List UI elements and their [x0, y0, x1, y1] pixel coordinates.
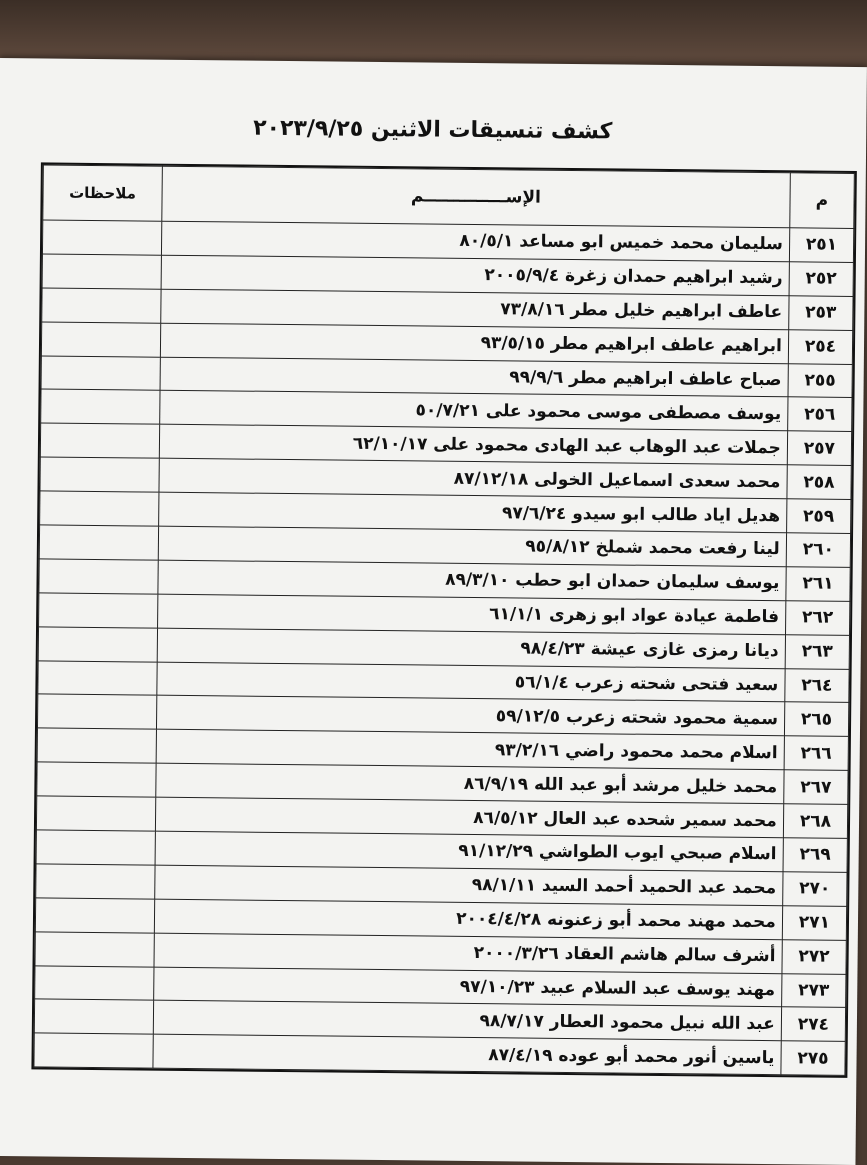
row-number: ٢٧٣: [781, 973, 846, 1008]
row-notes: [42, 288, 161, 323]
row-name: سعيد فتحى شحته زعرب ٥٦/١/٤: [157, 662, 785, 702]
names-table: [33, 164, 854, 1076]
row-name: اسلام صبحي ايوب الطواشي ٩١/١٢/٢٩: [155, 831, 783, 871]
row-name: يوسف سليمان حمدان ابو حطب ٨٩/٣/١٠: [158, 560, 786, 600]
row-number: ٢٦٧: [784, 770, 849, 805]
row-name: هديل اياد طالب ابو سيدو ٩٧/٦/٢٤: [158, 492, 786, 532]
row-notes: [40, 423, 159, 458]
row-name: ديانا رمزى غازى عيشة ٩٨/٤/٢٣: [157, 628, 785, 668]
row-number: ٢٦٠: [786, 533, 851, 568]
row-notes: [42, 220, 161, 255]
row-number: ٢٧٥: [781, 1041, 846, 1076]
row-number: ٢٥١: [789, 228, 854, 263]
row-name: أشرف سالم هاشم العقاد ٢٠٠٠/٣/٢٦: [154, 933, 782, 973]
row-notes: [36, 864, 155, 899]
row-notes: [39, 525, 158, 560]
row-name: ابراهيم عاطف ابراهيم مطر ٩٣/٥/١٥: [160, 323, 788, 363]
row-notes: [35, 898, 154, 933]
header-number: م: [790, 173, 855, 229]
row-number: ٢٧١: [782, 906, 847, 941]
row-number: ٢٥٥: [788, 363, 853, 398]
row-name: محمد مهند محمد أبو زعنونه ٢٠٠٤/٤/٢٨: [154, 899, 782, 939]
row-number: ٢٦٤: [785, 668, 850, 703]
header-name: الإســــــــــــــم: [162, 166, 791, 228]
row-name: لينا رفعت محمد شملخ ٩٥/٨/١٢: [158, 526, 786, 566]
row-name: عبد الله نبيل محمود العطار ٩٨/٧/١٧: [153, 1001, 781, 1041]
row-notes: [38, 661, 157, 696]
row-name: جملات عبد الوهاب عبد الهادى محمود على ٦٢/١٠/١٧: [159, 425, 787, 465]
row-name: فاطمة عيادة عواد ابو زهرى ٦١/١/١: [157, 594, 785, 634]
row-number: ٢٦٣: [785, 634, 850, 669]
table-header-row: [43, 165, 855, 228]
row-notes: [38, 627, 157, 662]
row-name: سليمان محمد خميس ابو مساعد ٨٠/٥/١: [161, 221, 789, 261]
row-number: ٢٦٥: [784, 702, 849, 737]
row-notes: [34, 999, 153, 1034]
document-title: كشف تنسيقات الاثنين ٢٠٢٣/٩/٢٥: [253, 115, 613, 145]
row-name: عاطف ابراهيم خليل مطر ٧٣/٨/١٦: [161, 289, 789, 329]
row-name: ياسين أنور محمد أبو عوده ٨٧/٤/١٩: [153, 1035, 781, 1075]
row-number: ٢٦٩: [783, 838, 848, 873]
row-name: محمد عبد الحميد أحمد السيد ٩٨/١/١١: [155, 865, 783, 905]
row-notes: [41, 356, 160, 391]
row-notes: [37, 694, 156, 729]
row-notes: [35, 932, 154, 967]
row-number: ٢٥٤: [788, 329, 853, 364]
row-name: مهند يوسف عبد السلام عبيد ٩٧/١٠/٢٣: [154, 967, 782, 1007]
row-notes: [42, 254, 161, 289]
table-row: [34, 1033, 845, 1075]
row-notes: [40, 457, 159, 492]
row-name: سمية محمود شحته زعرب ٥٩/١٢/٥: [156, 696, 784, 736]
header-notes: ملاحظات: [43, 165, 162, 221]
row-notes: [34, 1033, 153, 1068]
row-number: ٢٥٩: [786, 499, 851, 534]
row-number: ٢٥٣: [789, 296, 854, 331]
row-notes: [39, 593, 158, 628]
row-name: صباح عاطف ابراهيم مطر ٩٩/٩/٦: [160, 357, 788, 397]
row-number: ٢٧٢: [782, 939, 847, 974]
row-name: محمد خليل مرشد أبو عبد الله ٨٦/٩/١٩: [156, 763, 784, 803]
row-number: ٢٥٦: [787, 397, 852, 432]
row-number: ٢٧٠: [783, 872, 848, 907]
row-number: ٢٥٢: [789, 262, 854, 297]
row-name: يوسف مصطفى موسى محمود على ٥٠/٧/٢١: [160, 391, 788, 431]
row-number: ٢٦٨: [783, 804, 848, 839]
row-notes: [35, 966, 154, 1001]
row-number: ٢٦٢: [785, 601, 850, 636]
row-number: ٢٧٤: [781, 1007, 846, 1042]
row-number: ٢٦١: [786, 567, 851, 602]
row-notes: [41, 389, 160, 424]
table-body: [34, 220, 854, 1076]
row-notes: [40, 491, 159, 526]
row-notes: [39, 559, 158, 594]
row-notes: [41, 322, 160, 357]
row-notes: [37, 762, 156, 797]
row-name: رشيد ابراهيم حمدان زغرة ٢٠٠٥/٩/٤: [161, 255, 789, 295]
row-number: ٢٦٦: [784, 736, 849, 771]
row-name: محمد سمير شحده عبد العال ٨٦/٥/١٢: [155, 797, 783, 837]
row-notes: [36, 796, 155, 831]
paper-sheet: [0, 58, 867, 1165]
row-number: ٢٥٧: [787, 431, 852, 466]
row-number: ٢٥٨: [787, 465, 852, 500]
names-table-frame: [31, 162, 856, 1078]
row-notes: [37, 728, 156, 763]
row-name: اسلام محمد محمود راضي ٩٣/٢/١٦: [156, 730, 784, 770]
row-notes: [36, 830, 155, 865]
row-name: محمد سعدى اسماعيل الخولى ٨٧/١٢/١٨: [159, 458, 787, 498]
